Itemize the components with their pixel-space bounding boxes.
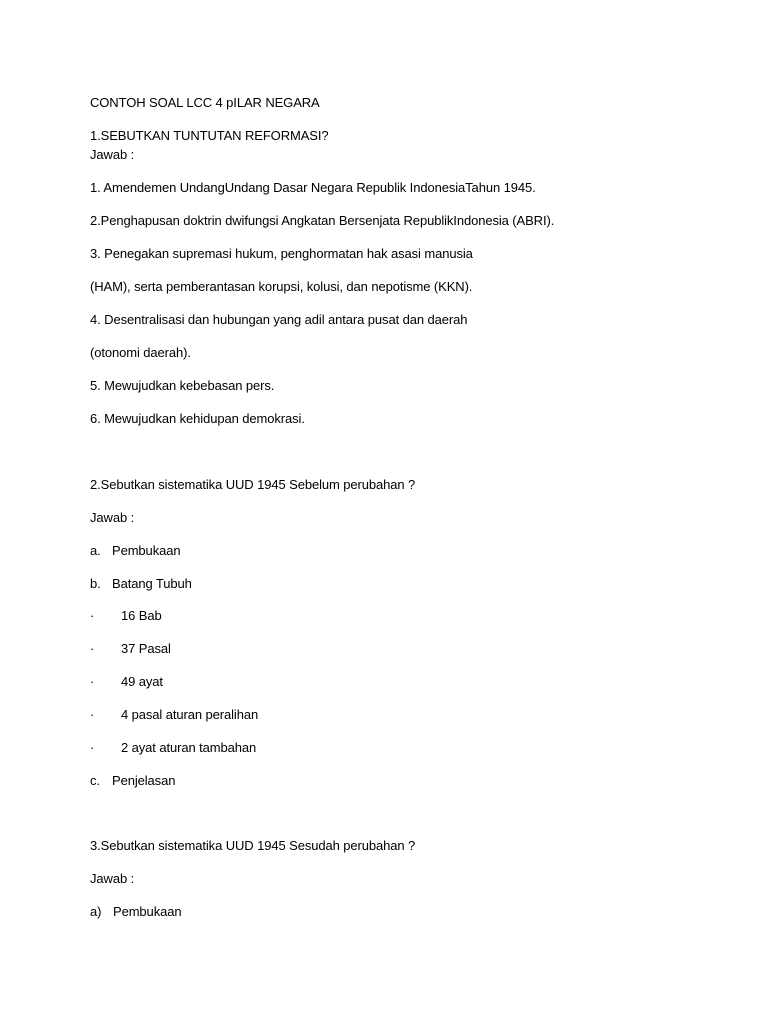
list-text: 49 ayat (121, 674, 163, 689)
list-text: 16 Bab (121, 608, 162, 623)
q1-item: (otonomi daerah). (90, 345, 191, 360)
bullet-marker: · (90, 608, 95, 623)
q2-sub-item (90, 674, 163, 690)
q2-sub-item (90, 608, 162, 624)
question-3: 3.Sebutkan sistematika UUD 1945 Sesudah perubahan ? (90, 838, 416, 853)
list-marker: a) (90, 904, 102, 919)
q2-item-b (90, 576, 192, 592)
bullet-marker: · (90, 674, 95, 689)
list-text: Penjelasan (112, 773, 176, 788)
q1-item: 6. Mewujudkan kehidupan demokrasi. (90, 411, 305, 426)
list-text: Batang Tubuh (112, 576, 192, 591)
q2-item-a (90, 543, 180, 559)
question-2: 2.Sebutkan sistematika UUD 1945 Sebelum perubahan ? (90, 477, 416, 492)
q1-item: 5. Mewujudkan kebebasan pers. (90, 378, 275, 393)
q1-item: 1. Amendemen UndangUndang Dasar Negara Republik IndonesiaTahun 1945. (90, 180, 536, 195)
bullet-marker: · (90, 641, 95, 656)
answer-label-1: Jawab : (90, 147, 135, 162)
answer-label-2: Jawab : (90, 510, 135, 525)
bullet-marker: · (90, 707, 95, 722)
q2-sub-item (90, 707, 258, 723)
list-text: 37 Pasal (121, 641, 171, 656)
bullet-marker: · (90, 740, 95, 755)
q2-sub-item (90, 740, 256, 756)
q1-item: 3. Penegakan supremasi hukum, penghormatan hak asasi manusia (90, 246, 473, 261)
q1-item: 2.Penghapusan doktrin dwifungsi Angkatan Bersenjata RepublikIndonesia (ABRI). (90, 213, 555, 228)
q3-item-a (90, 904, 181, 920)
q1-item: 4. Desentralisasi dan hubungan yang adil antara pusat dan daerah (90, 312, 468, 327)
list-text: Pembukaan (112, 543, 181, 558)
q1-item: (HAM), serta pemberantasan korupsi, kolusi, dan nepotisme (KKN). (90, 279, 473, 294)
q2-item-c (90, 773, 175, 789)
list-text: Pembukaan (113, 904, 182, 919)
document-title: CONTOH SOAL LCC 4 pILAR NEGARA (90, 95, 320, 110)
list-marker: a. (90, 543, 101, 558)
list-text: 4 pasal aturan peralihan (121, 707, 259, 722)
q2-sub-item (90, 641, 171, 657)
list-marker: c. (90, 773, 100, 788)
list-marker: b. (90, 576, 101, 591)
answer-label-3: Jawab : (90, 871, 135, 886)
list-text: 2 ayat aturan tambahan (121, 740, 257, 755)
question-1: 1.SEBUTKAN TUNTUTAN REFORMASI? (90, 128, 329, 143)
